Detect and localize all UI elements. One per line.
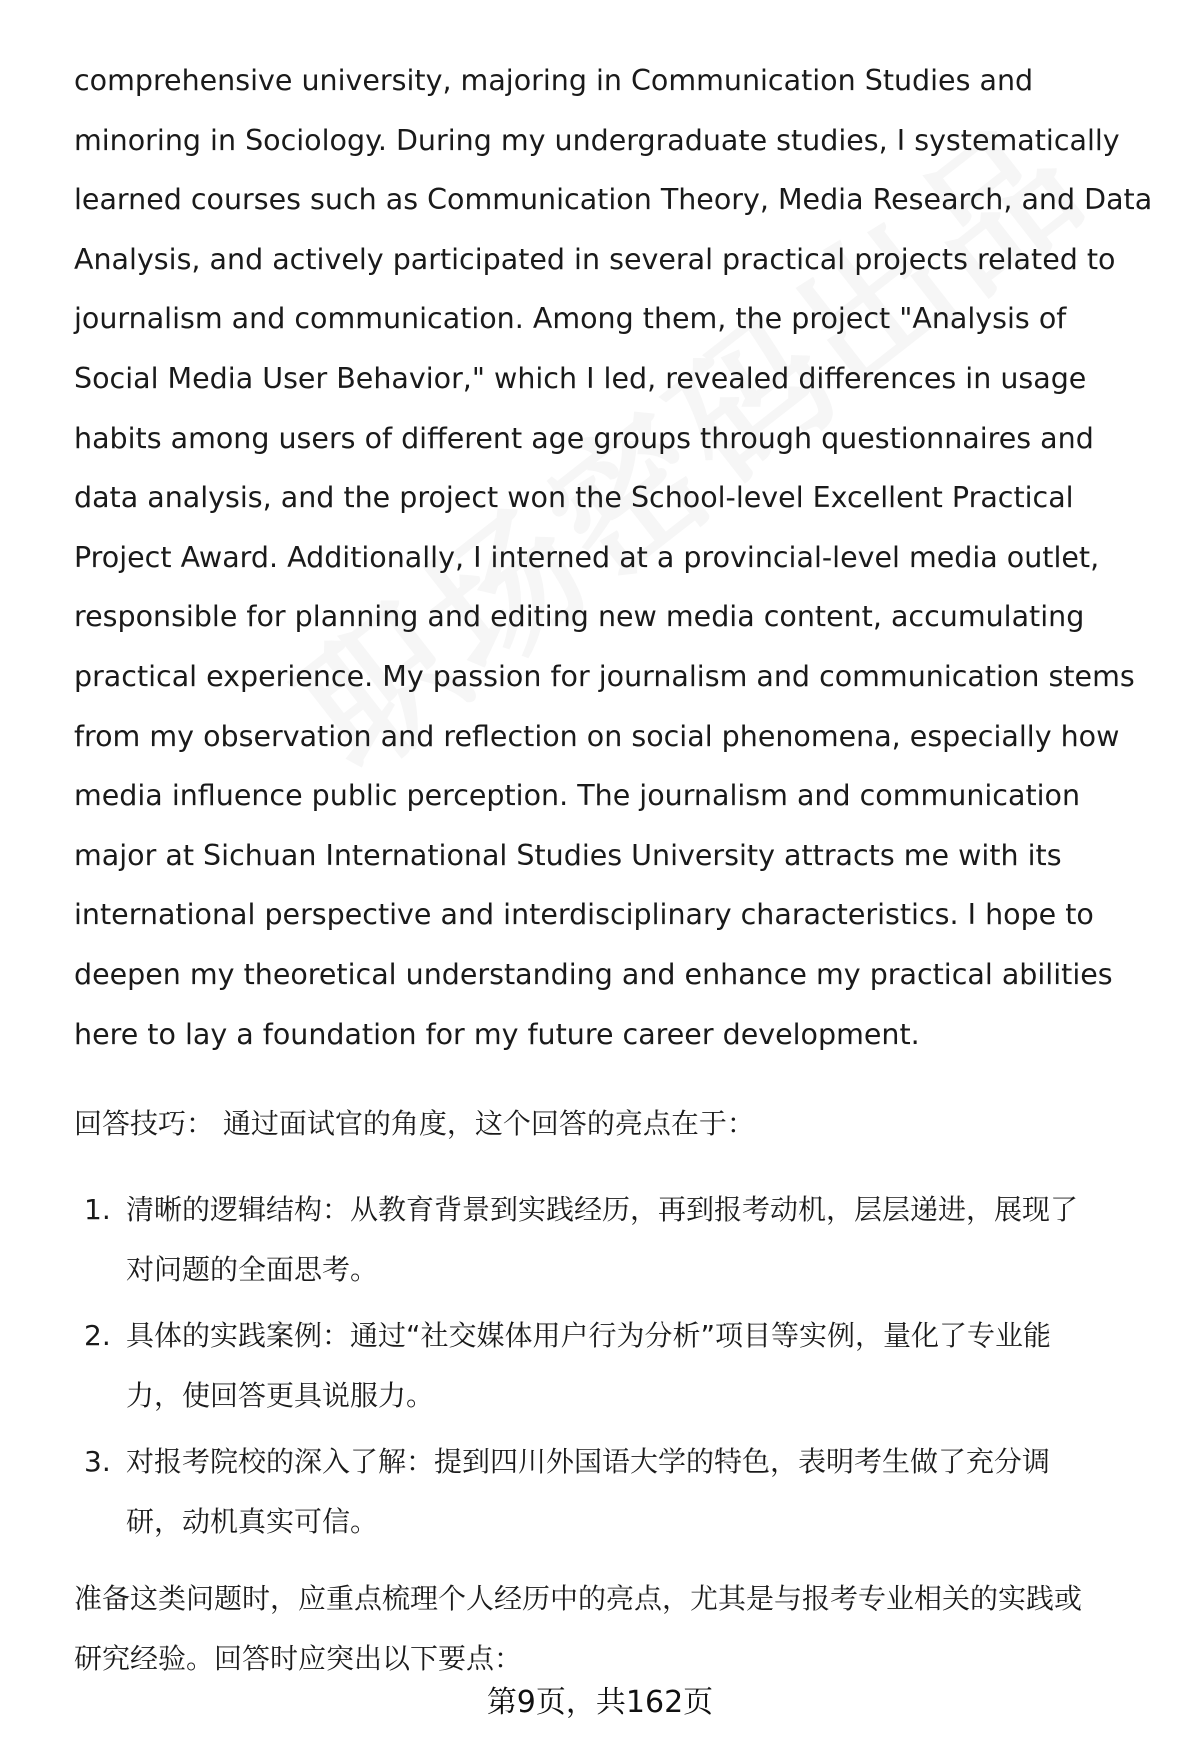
list-item-number: 1. (84, 1193, 111, 1226)
highlight-list (74, 1180, 1154, 1558)
list-item-text: 对报考院校的深入了解：提到四川外国语大学的特色，表明考生做了充分调 研，动机真实可信。 (126, 1445, 1051, 1538)
list-item-text: 清晰的逻辑结构：从教育背景到实践经历，再到报考动机，层层递进，展现了 对问题的全面思考。 (126, 1193, 1079, 1286)
closing-paragraph: 准备这类问题时，应重点梳理个人经历中的亮点，尤其是与报考专业相关的实践或 研究经验。回答时应突出以下要点： (74, 1582, 1083, 1675)
list-item-number: 2. (84, 1319, 111, 1352)
list-item-text: 具体的实践案例：通过“社交媒体用户行为分析”项目等实例，量化了专业能 力，使回答更具说服力。 (126, 1319, 1052, 1412)
list-item (74, 1306, 1154, 1426)
body-paragraph: comprehensive university, majoring in Communication Studies and minoring in Sociology. During my undergraduate studies, I systematically learned courses such as Communication Theory, Media Research, and Data Analysis, and actively participated in several practical projects related to journalism and communication. Among them, the project "Analysis of Social Media User Behavior," which I led, revealed differences in usage habits among users of different age groups through questionnaires and data analysis, and the project won the School-level Excellent Practical Project Award. Additionally, I interned at a provincial-level media outlet, responsible for planning and editing new media content, accumulating practical experience. My passion for journalism and communication stems from my observation and reflection on social phenomena, especially how media influence public perception. The journalism and communication major at Sichuan International Studies University attracts me with its international perspective and interdisciplinary characteristics. I hope to deepen my theoretical understanding and enhance my practical abilities here to lay a foundation for my future career development. (74, 64, 1153, 1051)
list-item (74, 1180, 1154, 1300)
list-item (74, 1432, 1154, 1552)
tip-heading: 回答技巧： 通过面试官的角度，这个回答的亮点在于： (74, 1107, 755, 1140)
list-item-number: 3. (84, 1445, 111, 1478)
page-number-footer: 第9页，共162页 (486, 1685, 714, 1720)
